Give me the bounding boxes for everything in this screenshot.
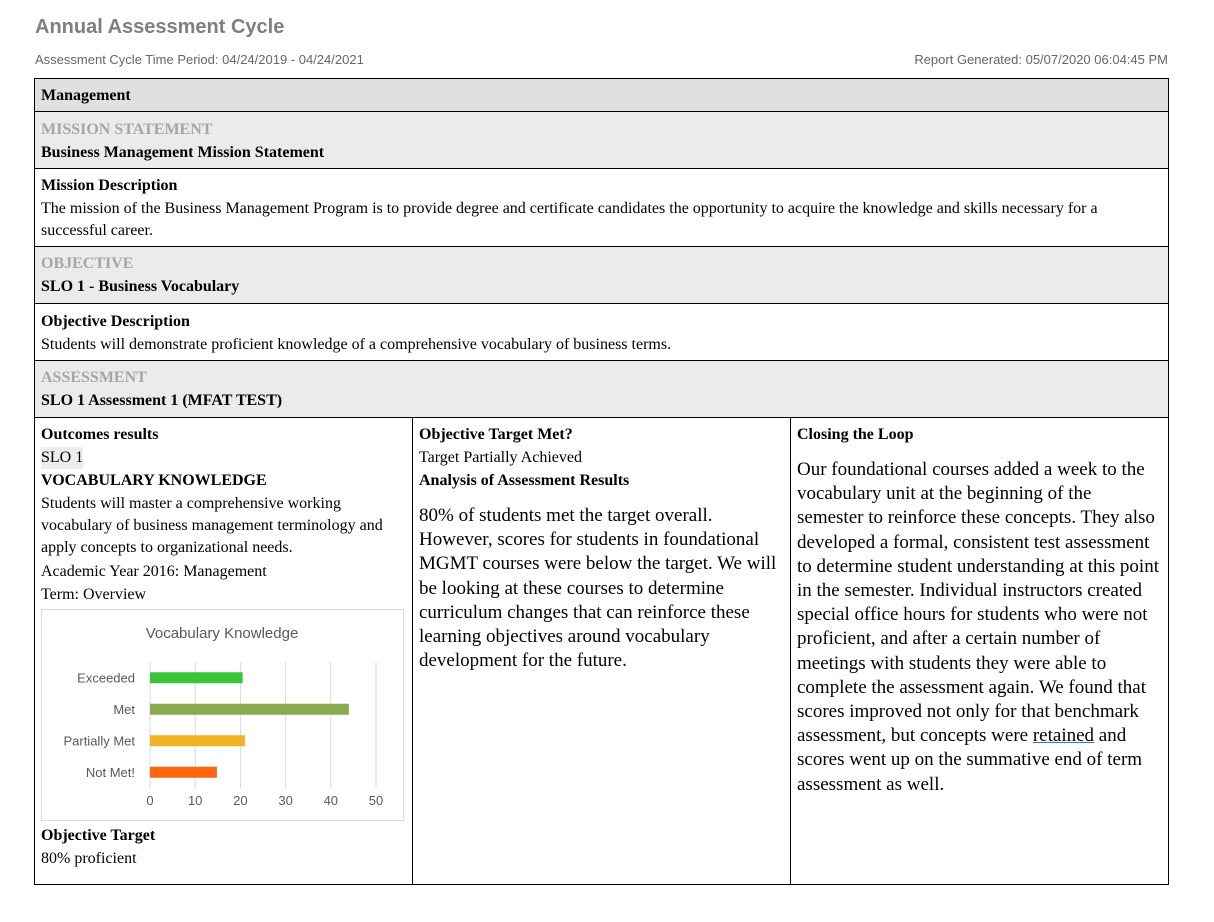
objective-name: SLO 1 - Business Vocabulary	[41, 278, 240, 295]
closing-text-part2: and scores went up on the summative end of term assessment as well.	[797, 725, 1143, 795]
mission-description-text: The mission of the Business Management Program is to provide degree and certificate candidates the opportunity to acquire the knowledge and skills necessary for a successful career.	[41, 200, 1098, 239]
target-met-column	[413, 418, 791, 884]
outcome-heading: VOCABULARY KNOWLEDGE	[41, 472, 267, 489]
target-met-label: Objective Target Met?	[419, 426, 573, 443]
academic-year: Academic Year 2016: Management	[41, 563, 267, 580]
report-generated: Report Generated: 05/07/2020 06:04:45 PM	[914, 52, 1168, 67]
unit-header: Management	[35, 79, 1168, 112]
chart-title: Vocabulary Knowledge	[145, 625, 299, 642]
objective-description-section	[35, 304, 1168, 361]
slo-tag: SLO 1	[41, 447, 83, 469]
cycle-period: Assessment Cycle Time Period: 04/24/2019 - 04/24/2021	[35, 52, 364, 67]
outcome-description: Students will master a comprehensive working vocabulary of business management terminology and apply concepts to organizational needs.	[41, 495, 383, 556]
mission-description-section	[35, 169, 1168, 247]
mission-statement-name: Business Management Mission Statement	[41, 144, 325, 161]
bar-met	[150, 704, 349, 715]
x-tick-label: 10	[187, 793, 203, 808]
term: Term: Overview	[41, 586, 147, 603]
target-met-value: Target Partially Achieved	[419, 449, 582, 466]
category-label: Exceeded	[77, 670, 135, 686]
vocabulary-chart	[41, 609, 404, 821]
category-label: Met	[113, 701, 135, 717]
outcomes-column	[35, 418, 413, 884]
objective-label: OBJECTIVE	[41, 255, 134, 272]
mission-description-label: Mission Description	[41, 177, 178, 194]
closing-text-part1: Our foundational courses added a week to the vocabulary unit at the beginning of the semester to reinforce these concepts. They also developed a formal, consistent test assessment to determine student understanding at this point in the semester. Individual instructors created special office hours for students who were not proficient, and after a certain number of meetings with students they were able to complete the assessment again. We found that scores improved not only for that benchmark assessment, but concepts were	[797, 459, 1159, 747]
assessment-report	[34, 78, 1169, 885]
closing-loop-column	[791, 418, 1168, 884]
assessment-name: SLO 1 Assessment 1 (MFAT TEST)	[41, 392, 283, 409]
mission-statement-label: MISSION STATEMENT	[41, 121, 213, 138]
closing-loop-text	[797, 458, 1162, 797]
assessment-section	[35, 361, 1168, 418]
x-tick-label: 40	[323, 793, 339, 808]
analysis-label: Analysis of Assessment Results	[419, 472, 630, 489]
x-tick-label: 30	[278, 793, 293, 808]
objective-target-label: Objective Target	[41, 827, 156, 844]
results-columns	[35, 418, 1168, 884]
page-title: Annual Assessment Cycle	[35, 16, 285, 38]
analysis-text: 80% of students met the target overall. However, scores for students in foundational MGMT courses were below the target. We will be looking at these courses to determine curriculum changes that can reinforce these learning objectives around vocabulary development for the future.	[419, 505, 777, 672]
bar-partially-met	[150, 735, 245, 746]
outcomes-label: Outcomes results	[41, 426, 159, 443]
category-label: Not Met!	[85, 764, 135, 780]
category-label: Partially Met	[63, 733, 135, 749]
bar-not-met	[150, 767, 217, 778]
assessment-label: ASSESSMENT	[41, 369, 147, 386]
objective-description-text: Students will demonstrate proficient knowledge of a comprehensive vocabulary of business terms.	[41, 336, 672, 353]
x-tick-label: 50	[368, 793, 384, 808]
bar-exceeded	[150, 672, 243, 683]
objective-section	[35, 247, 1168, 304]
objective-target-value: 80% proficient	[41, 850, 137, 867]
mission-statement-section	[35, 112, 1168, 169]
objective-description-label: Objective Description	[41, 313, 190, 330]
chart-svg	[42, 610, 403, 820]
closing-loop-label: Closing the Loop	[797, 426, 914, 443]
closing-text-underlined: retained	[1032, 725, 1095, 747]
x-tick-label: 0	[146, 793, 154, 808]
x-tick-label: 20	[233, 793, 248, 808]
